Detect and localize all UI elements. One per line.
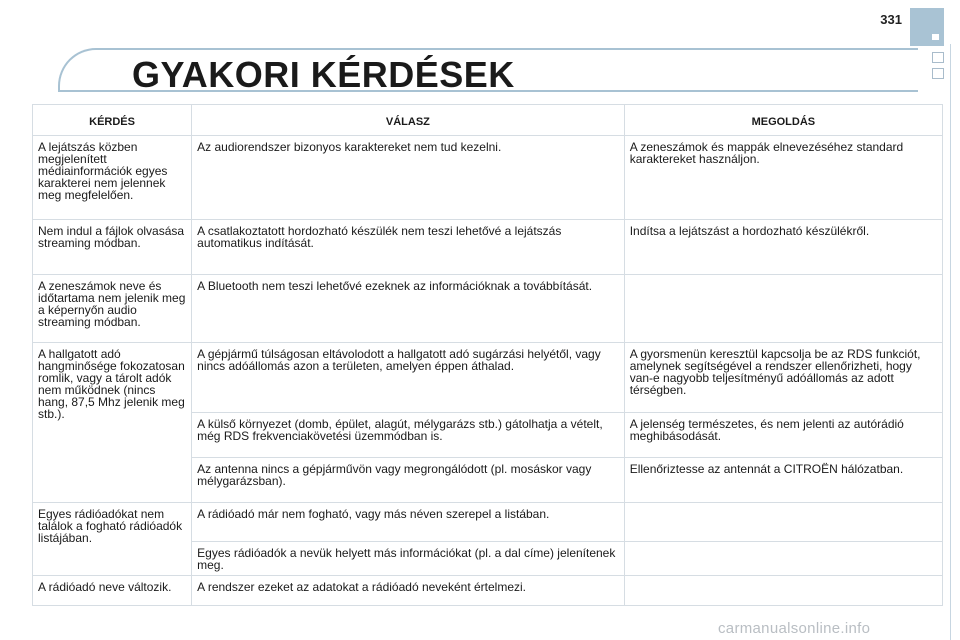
solution-cell	[624, 542, 942, 576]
question-cell: A lejátszás közben megjelenített médiainformációk egyes karakterei nem jelennek meg megfelelően.	[33, 136, 192, 220]
table-row	[33, 343, 943, 413]
question-cell: Egyes rádióadókat nem találok a fogható rádióadók listájában.	[33, 503, 192, 576]
question-cell: Nem indul a fájlok olvasása streaming módban.	[33, 220, 192, 275]
page-title: GYAKORI KÉRDÉSEK	[132, 54, 515, 95]
answer-cell: Az audiorendszer bizonyos karaktereket nem tud kezelni.	[192, 136, 625, 220]
solution-cell: A zeneszámok és mappák elnevezéséhez standard karaktereket használjon.	[624, 136, 942, 220]
answer-cell: A külső környezet (domb, épület, alagút, mélygarázs stb.) gátolhatja a vételt, még RDS frekvenciakövetési üzemmódban is.	[192, 413, 625, 458]
header-answer: VÁLASZ	[192, 105, 625, 136]
header-question: KÉRDÉS	[33, 105, 192, 136]
corner-tab-mark	[932, 34, 939, 40]
table-row	[33, 503, 943, 542]
side-box-top	[932, 52, 944, 63]
question-cell: A rádióadó neve változik.	[33, 576, 192, 606]
solution-cell	[624, 576, 942, 606]
side-rule	[950, 44, 951, 640]
answer-cell: A rendszer ezeket az adatokat a rádióadó neveként értelmezi.	[192, 576, 625, 606]
watermark: carmanualsonline.info	[718, 620, 871, 637]
answer-cell: Egyes rádióadók a nevük helyett más információkat (pl. a dal címe) jelenítenek meg.	[192, 542, 625, 576]
solution-cell: A jelenség természetes, és nem jelenti az autórádió meghibásodását.	[624, 413, 942, 458]
question-cell: A zeneszámok neve és időtartama nem jelenik meg a képernyőn audio streaming módban.	[33, 275, 192, 343]
table-row	[33, 275, 943, 343]
side-box-bottom	[932, 68, 944, 79]
header-solution: MEGOLDÁS	[624, 105, 942, 136]
answer-cell: A csatlakoztatott hordozható készülék nem teszi lehetővé a lejátszás automatikus indítását.	[192, 220, 625, 275]
solution-cell: Ellenőriztesse az antennát a CITROËN hálózatban.	[624, 458, 942, 503]
solution-cell: Indítsa a lejátszást a hordozható készülékről.	[624, 220, 942, 275]
table-row	[33, 136, 943, 220]
solution-cell	[624, 503, 942, 542]
answer-cell: A rádióadó már nem fogható, vagy más néven szerepel a listában.	[192, 503, 625, 542]
question-cell: A hallgatott adó hangminősége fokozatosan romlik, vagy a tárolt adók nem működnek (nincs hang, 87,5 Mhz jelenik meg stb.).	[33, 343, 192, 503]
answer-cell: Az antenna nincs a gépjárművön vagy megrongálódott (pl. mosáskor vagy mélygarázsban).	[192, 458, 625, 503]
corner-tab	[910, 8, 944, 46]
solution-cell: A gyorsmenün keresztül kapcsolja be az RDS funkciót, amelynek segítségével a rendszer ellenőrizheti, hogy van-e nagyobb teljesítményű adóállomás az adott térségben.	[624, 343, 942, 413]
page-number: 331	[880, 12, 902, 27]
table-row	[33, 576, 943, 606]
answer-cell: A Bluetooth nem teszi lehetővé ezeknek az információknak a továbbítását.	[192, 275, 625, 343]
solution-cell	[624, 275, 942, 343]
table-header-row	[33, 105, 943, 136]
answer-cell: A gépjármű túlságosan eltávolodott a hallgatott adó sugárzási helyétől, vagy nincs adóállomás azon a területen, amelyen éppen áthalad.	[192, 343, 625, 413]
faq-table	[32, 104, 943, 606]
table-row	[33, 220, 943, 275]
